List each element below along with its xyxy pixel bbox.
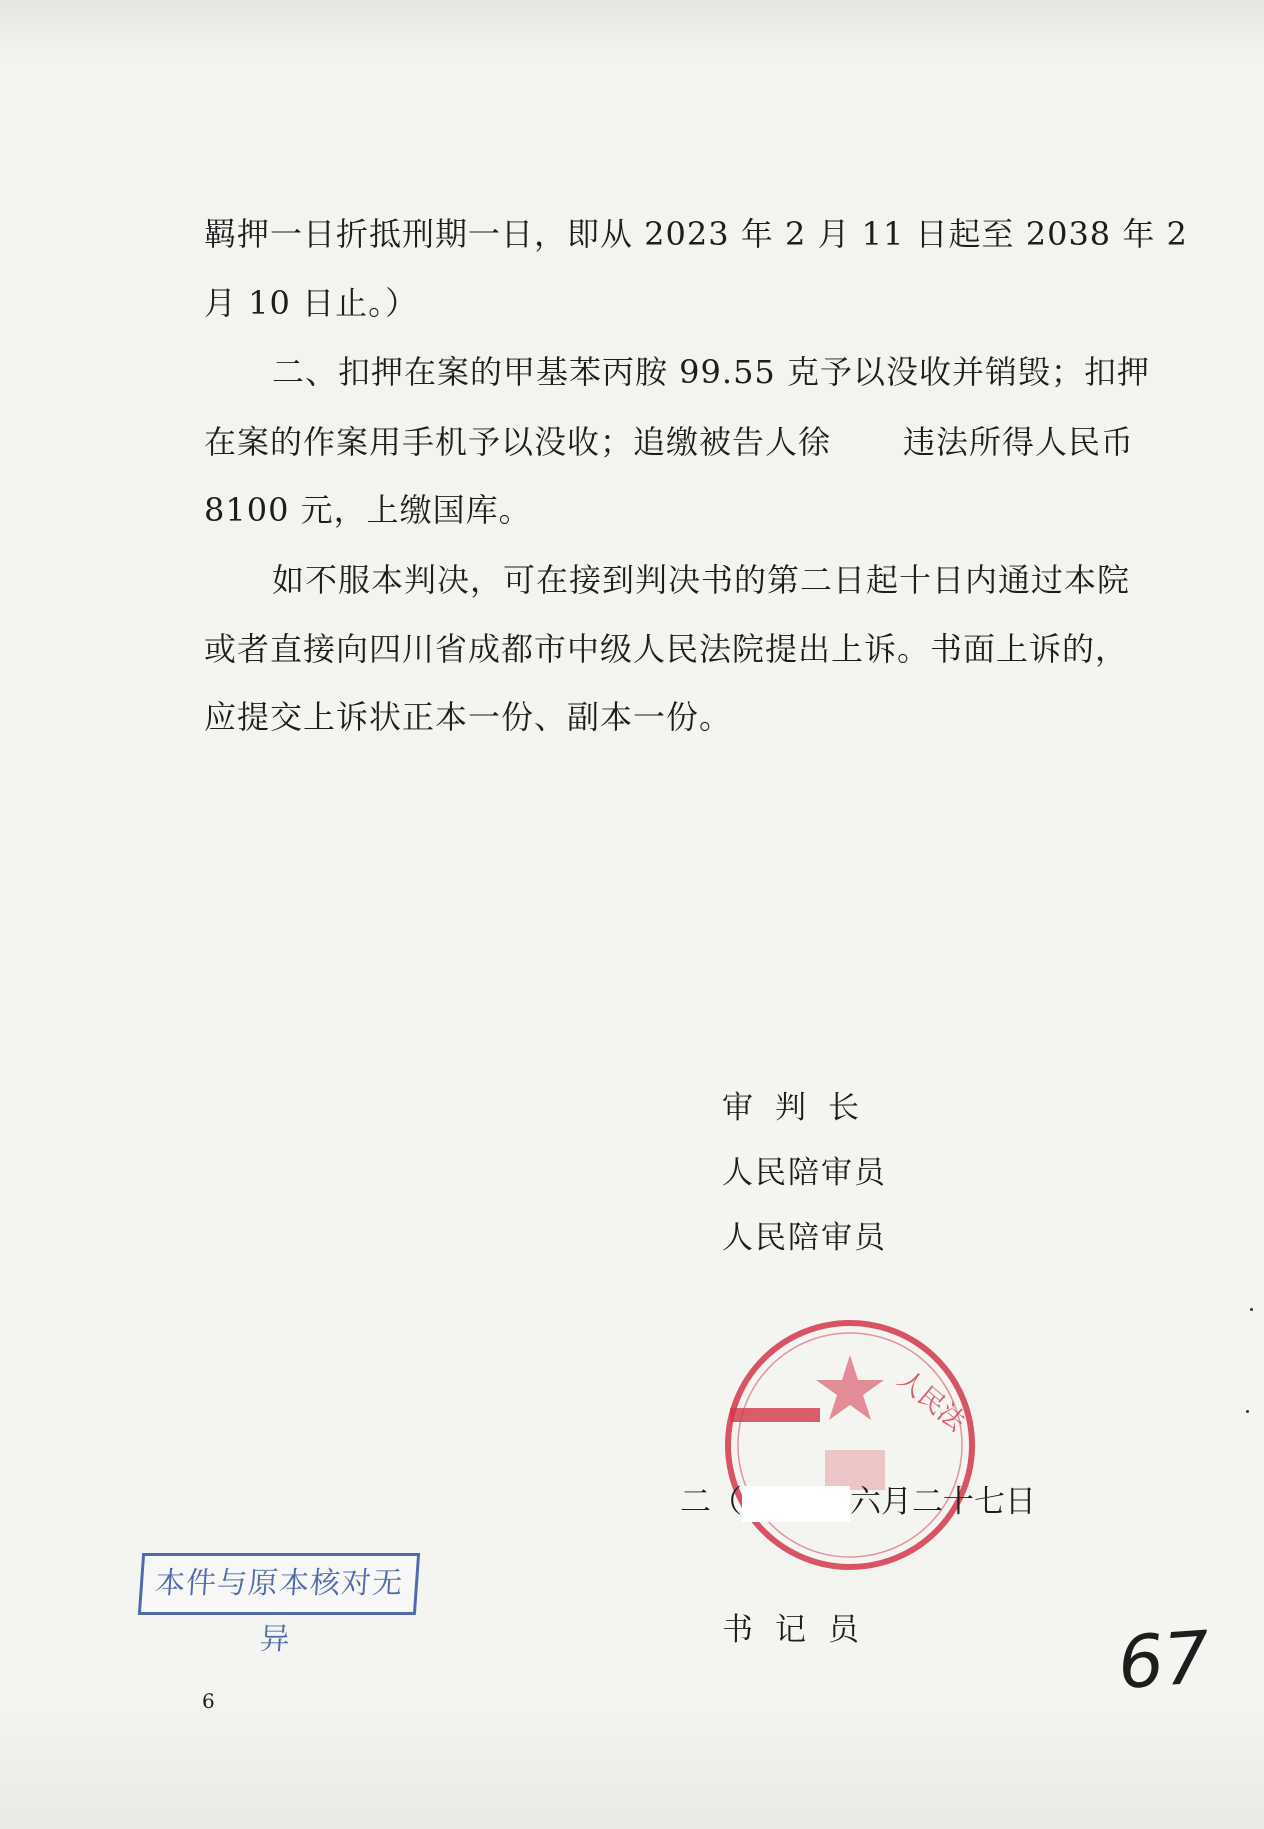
date-suffix: 六月二十七日 [850, 1484, 1036, 1520]
scan-speck [1250, 1308, 1253, 1311]
body-line-4-part-b: 违法所得人民币 [903, 423, 1135, 461]
body-line-2: 月 10 日止。） [204, 284, 419, 322]
clerk-label: 书记员 [722, 1612, 881, 1648]
verification-stamp: 本件与原本核对无异 [138, 1553, 420, 1615]
juror-label-2: 人民陪审员 [722, 1220, 887, 1256]
body-line-6: 如不服本判决，可在接到判决书的第二日起十日内通过本院 [272, 561, 1131, 599]
page-number: 6 [202, 1689, 215, 1713]
court-seal [700, 1310, 1000, 1580]
date-prefix: 二（ [680, 1484, 742, 1520]
body-line-7: 或者直接向四川省成都市中级人民法院提出上诉。书面上诉的， [204, 630, 1129, 668]
judgment-date [680, 1482, 1036, 1522]
body-line-1: 羁押一日折抵刑期一日，即从 2023 年 2 月 11 日起至 2038 年 2 [204, 215, 1188, 253]
body-line-3: 二、扣押在案的甲基苯丙胺 99.55 克予以没收并销毁；扣押 [272, 353, 1150, 391]
redacted-date [742, 1486, 850, 1522]
body-line-4-part-a: 在案的作案用手机予以没收；追缴被告人徐 [204, 423, 832, 461]
body-line-5: 8100 元，上缴国库。 [204, 491, 532, 529]
svg-text:人民法: 人民法 [891, 1364, 971, 1438]
handwritten-page-number: 67 [1115, 1614, 1213, 1706]
body-line-4 [204, 422, 1134, 462]
presiding-judge-label: 审判长 [722, 1090, 881, 1126]
scan-speck [1246, 1410, 1249, 1413]
juror-label-1: 人民陪审员 [722, 1155, 887, 1191]
body-line-8: 应提交上诉状正本一份、副本一份。 [204, 698, 733, 736]
